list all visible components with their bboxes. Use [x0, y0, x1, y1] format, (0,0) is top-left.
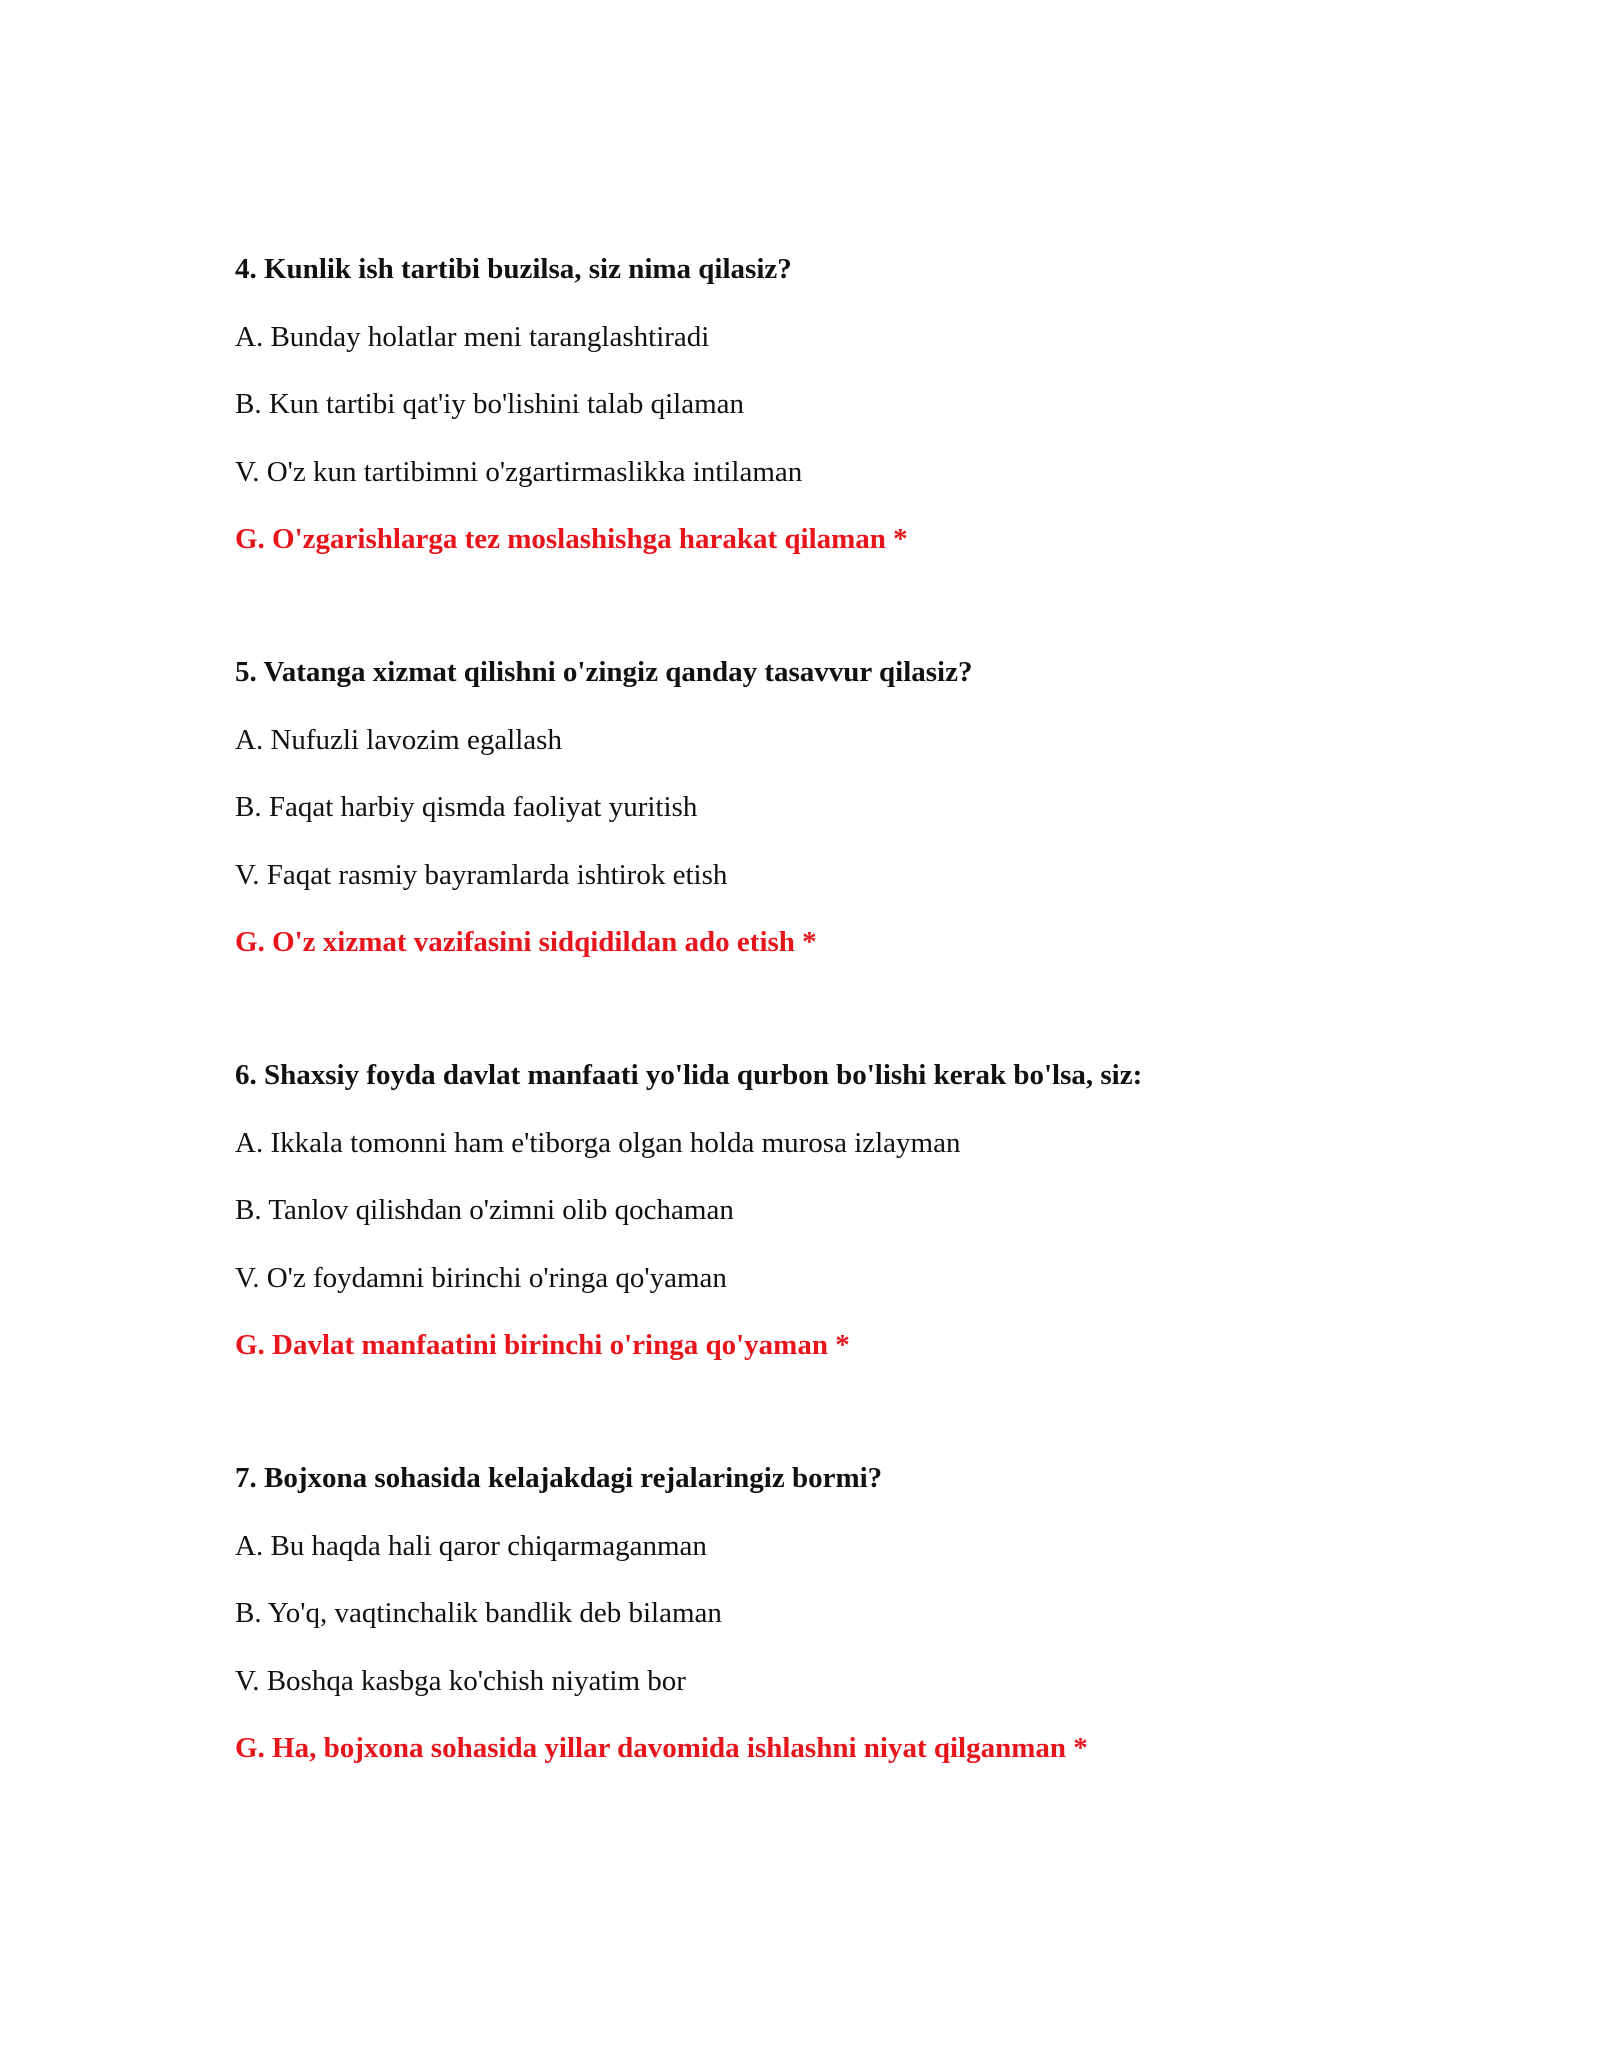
question-block-6	[235, 1058, 1435, 1362]
option-a: A. Nufuzli lavozim egallash	[235, 723, 562, 756]
question-title: 4. Kunlik ish tartibi buzilsa, siz nima qilasiz?	[235, 253, 792, 285]
option-a: A. Ikkala tomonni ham e'tiborga olgan holda murosa izlayman	[235, 1126, 961, 1159]
option-g-correct: G. O'z xizmat vazifasini sidqidildan ado etish *	[235, 926, 817, 958]
option-g-correct: G. O'zgarishlarga tez moslashishga harakat qilaman *	[235, 523, 908, 555]
question-title: 6. Shaxsiy foyda davlat manfaati yo'lida qurbon bo'lishi kerak bo'lsa, siz:	[235, 1059, 1143, 1091]
question-block-5	[235, 655, 1435, 959]
option-a: A. Bu haqda hali qaror chiqarmaganman	[235, 1529, 707, 1562]
option-v: V. O'z kun tartibimni o'zgartirmaslikka intilaman	[235, 455, 803, 488]
option-b: B. Faqat harbiy qismda faoliyat yuritish	[235, 791, 698, 823]
option-v: V. Boshqa kasbga ko'chish niyatim bor	[235, 1664, 686, 1697]
document-page	[235, 252, 1435, 1864]
option-g-correct: G. Davlat manfaatini birinchi o'ringa qo'yaman *	[235, 1329, 850, 1361]
question-block-7	[235, 1461, 1435, 1765]
option-v: V. O'z foydamni birinchi o'ringa qo'yaman	[235, 1261, 727, 1294]
option-b: B. Yo'q, vaqtinchalik bandlik deb bilaman	[235, 1597, 722, 1629]
option-b: B. Tanlov qilishdan o'zimni olib qochaman	[235, 1194, 734, 1226]
option-g-correct: G. Ha, bojxona sohasida yillar davomida ishlashni niyat qilganman *	[235, 1732, 1088, 1764]
question-title: 5. Vatanga xizmat qilishni o'zingiz qanday tasavvur qilasiz?	[235, 656, 973, 688]
option-v: V. Faqat rasmiy bayramlarda ishtirok etish	[235, 858, 728, 891]
question-title: 7. Bojxona sohasida kelajakdagi rejalaringiz bormi?	[235, 1462, 883, 1494]
option-b: B. Kun tartibi qat'iy bo'lishini talab qilaman	[235, 388, 745, 420]
option-a: A. Bunday holatlar meni taranglashtiradi	[235, 320, 710, 353]
question-block-4	[235, 252, 1435, 556]
